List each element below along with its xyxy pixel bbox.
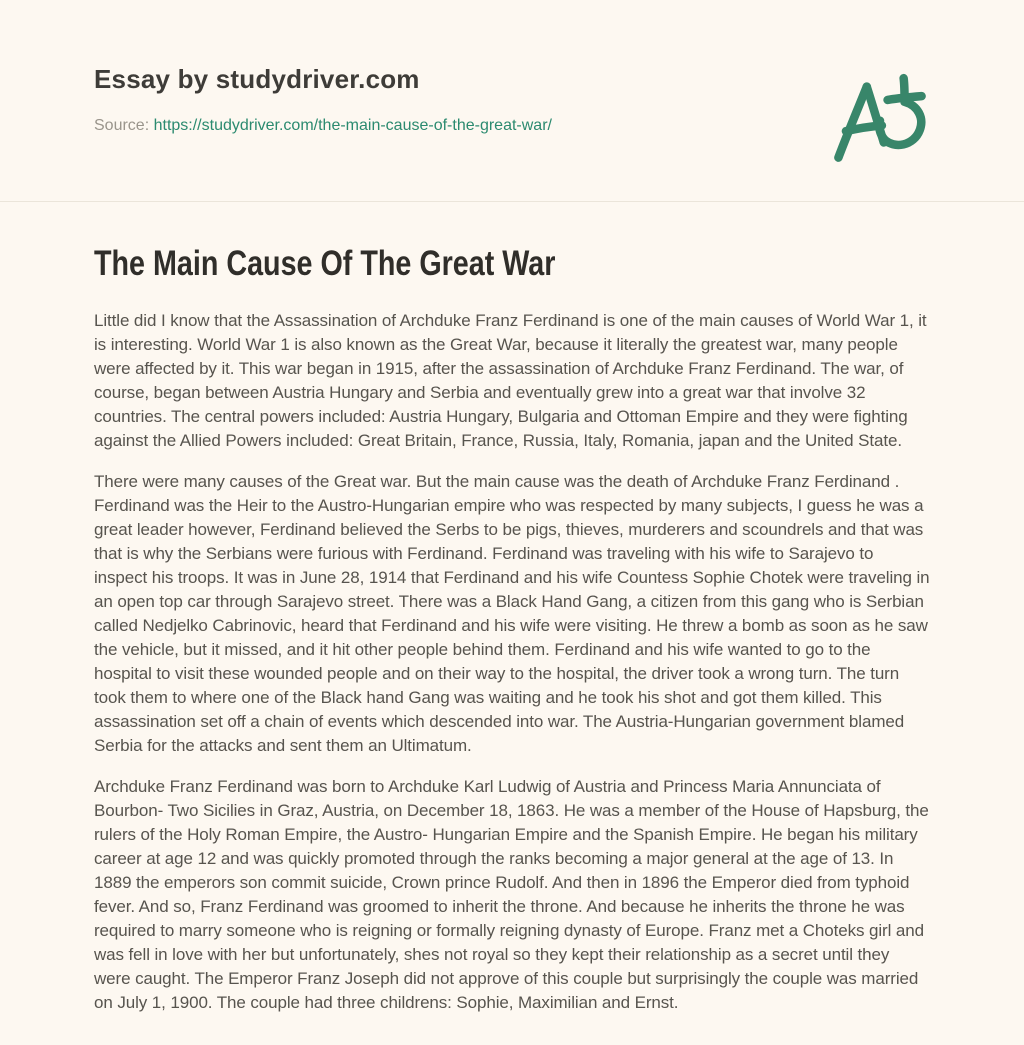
essay-paragraph-1: Little did I know that the Assassination of Archduke Franz Ferdinand is one of the main causes of World War 1, it is interesting. World War 1 is also known as the Great War, because it literally the greatest war, many people were affected by it. This war began in 1915, after the assassination of Archduke Franz Ferdinand. The war, of course, began between Austria Hungary and Serbia and eventually grew into a great war that involve 32 countries. The central powers included: Austria Hungary, Bulgaria and Ottoman Empire and they were fighting against the Allied Powers included: Great Britain, France, Russia, Italy, Romania, japan and the United State. — [94, 311, 927, 450]
source-line — [94, 117, 930, 135]
essay-paragraph-3: Archduke Franz Ferdinand was born to Archduke Karl Ludwig of Austria and Princess Maria Annunciata of Bourbon- Two Sicilies in Graz, Austria, on December 18, 1863. He was a member of the House of Hapsburg, the rulers of the Holy Roman Empire, the Austro- Hungarian Empire and the Spanish Empire. He began his military career at age 12 and was quickly promoted through the ranks becoming a major general at the age of 13. In 1889 the emperors son commit suicide, Crown prince Rudolf. And then in 1896 the Emperor died from typhoid fever. And so, Franz Ferdinand was groomed to inherit the throne. And because he inherits the throne he was required to marry someone who is reigning or formally reigning dynasty of Europe. Franz met a Choteks girl and was fell in love with her but unfortunately, shes not royal so they kept their relationship as a secret until they were caught. The Emperor Franz Joseph did not approve of this couple but surprisingly the couple was married on July 1, 1900. The couple had three childrens: Sophie, Maximilian and Ernst. — [94, 777, 929, 1012]
header-divider — [0, 201, 1024, 202]
site-title: Essay by studydriver.com — [94, 64, 420, 94]
source-url-link[interactable]: https://studydriver.com/the-main-cause-of-the-great-war/ — [153, 117, 552, 134]
logo-a-left-stroke — [838, 87, 866, 158]
essay-paragraph-2: There were many causes of the Great war. But the main cause was the death of Archduke Franz Ferdinand . Ferdinand was the Heir to the Austro-Hungarian empire who was respected by many subjects, I guess he was a great leader however, Ferdinand believed the Serbs to be pigs, thieves, murderers and scoundrels and that was that is why the Serbians were furious with Ferdinand. Ferdinand was traveling with his wife to Sarajevo to inspect his troops. It was in June 28, 1914 that Ferdinand and his wife Countess Sophie Chotek were traveling in an open top car through Sarajevo street. There was a Black Hand Gang, a citizen from this gang who is Serbian called Nedjelko Cabrinovic, heard that Ferdinand and his wife were visiting. He threw a bomb as soon as he saw the vehicle, but it missed, and it hit other people behind them. Ferdinand and his wife wanted to go to the hospital to visit these wounded people and on their way to the hospital, the driver took a wrong turn. The turn took them to where one of the Black hand Gang was waiting and he took his shot and got them killed. This assassination set off a chain of events which descended into war. The Austria-Hungarian government blamed Serbia for the attacks and sent them an Ultimatum. — [94, 472, 930, 755]
source-label: Source: — [94, 117, 150, 134]
logo-plus-vertical-hook — [879, 78, 921, 145]
essay-title: The Main Cause Of The Great War — [94, 244, 556, 283]
studydriver-a-plus-logo — [828, 68, 932, 164]
essay-article — [0, 244, 1024, 1045]
